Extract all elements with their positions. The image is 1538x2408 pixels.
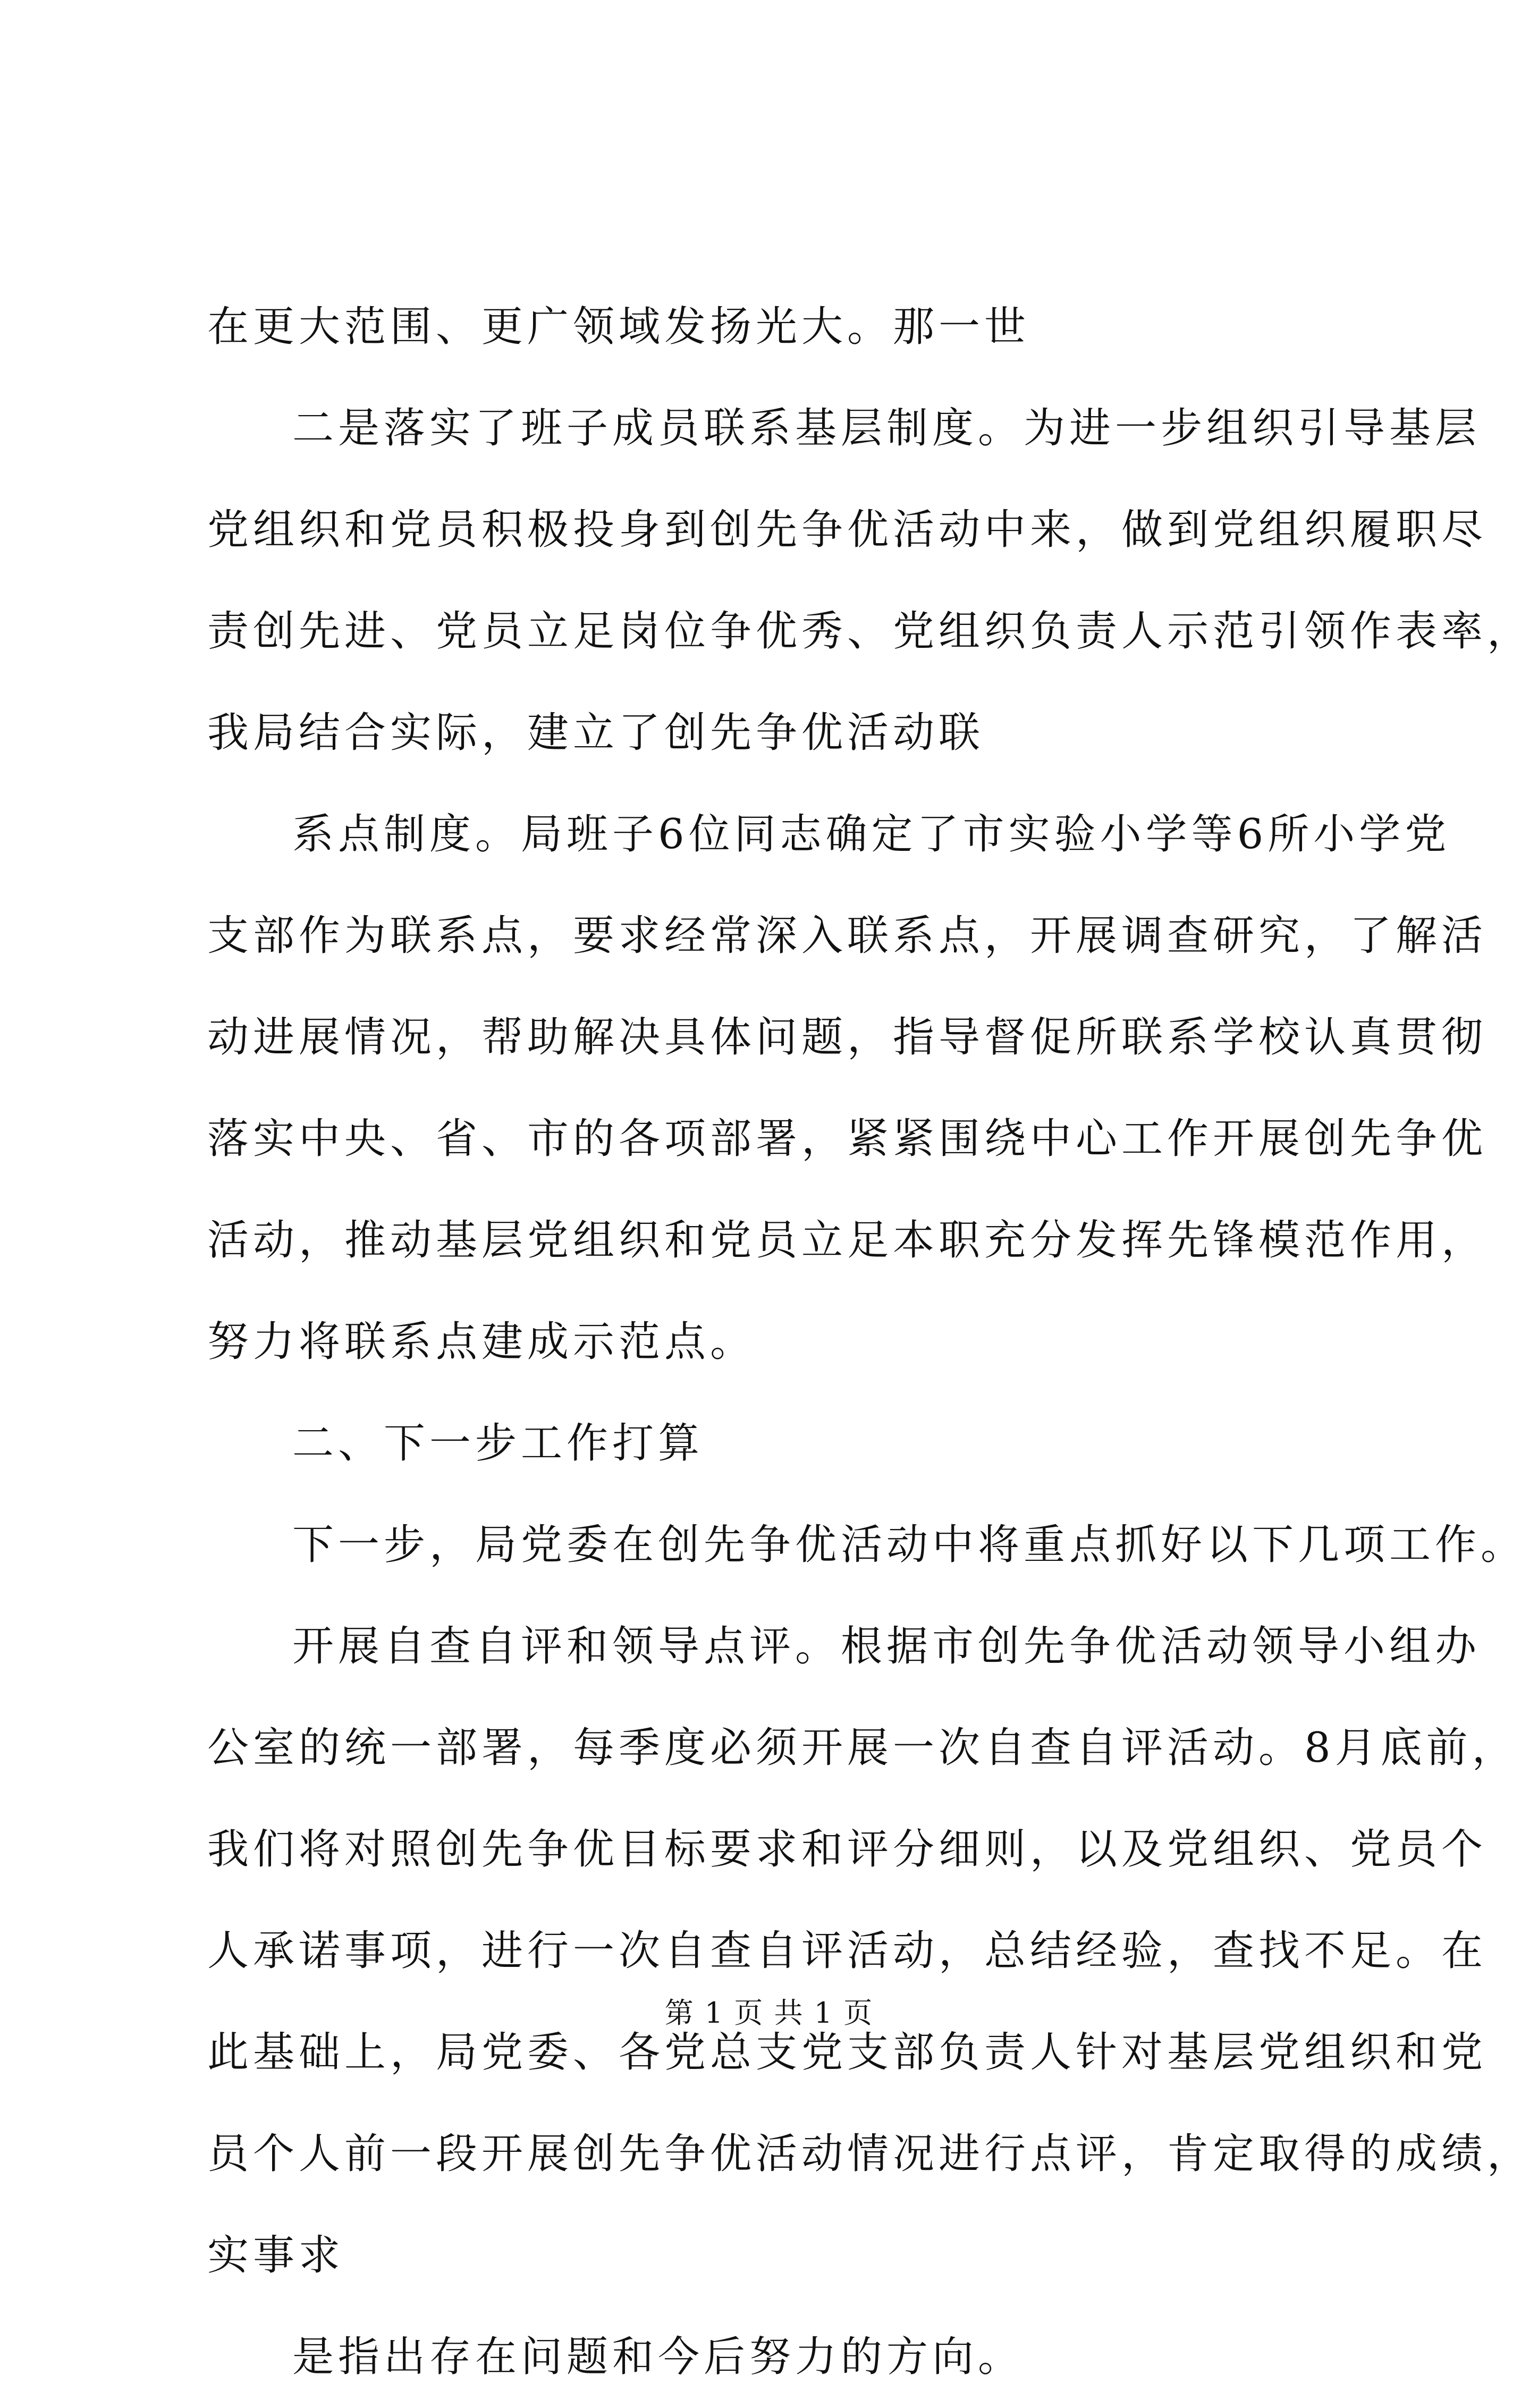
page-footer: 第 1 页 共 1 页 xyxy=(664,1996,874,2030)
text-line: 公室的统一部署，每季度必须开展一次自查自评活动。8月底前， xyxy=(207,1724,1518,1772)
text-line: 开展自查自评和领导点评。根据市创先争优活动领导小组办 xyxy=(292,1623,1481,1670)
text-line: 动进展情况，帮助解决具体问题，指导督促所联系学校认真贯彻 xyxy=(207,1013,1488,1061)
text-line: 实事求 xyxy=(207,2232,345,2279)
text-line: 下一步，局党委在创先争优活动中将重点抓好以下几项工作。 xyxy=(292,1521,1527,1569)
body-text xyxy=(207,276,1533,2408)
text-line: 党组织和党员积极投身到创先争优活动中来，做到党组织履职尽 xyxy=(207,506,1488,554)
text-line: 支部作为联系点，要求经常深入联系点，开展调查研究，了解活 xyxy=(207,912,1488,960)
text-line: 我们将对照创先争优目标要求和评分细则，以及党组织、党员个 xyxy=(207,1826,1488,1873)
section-heading: 二、下一步工作打算 xyxy=(292,1420,704,1467)
text-line: 落实中央、省、市的各项部署，紧紧围绕中心工作开展创先争优 xyxy=(207,1115,1488,1163)
text-line: 活动，推动基层党组织和党员立足本职充分发挥先锋模范作用， xyxy=(207,1216,1488,1264)
text-line: 此基础上，局党委、各党总支党支部负责人针对基层党组织和党 xyxy=(207,2029,1488,2076)
text-line: 二是落实了班子成员联系基层制度。为进一步组织引导基层 xyxy=(292,404,1481,452)
text-line: 努力将联系点建成示范点。 xyxy=(207,1318,756,1366)
text-line: 人承诺事项，进行一次自查自评活动，总结经验，查找不足。在 xyxy=(207,1927,1488,1975)
text-line: 是指出存在问题和今后努力的方向。 xyxy=(292,2333,1024,2381)
text-line: 在更大范围、更广领域发扬光大。那一世 xyxy=(207,303,1030,351)
text-line: 我局结合实际，建立了创先争优活动联 xyxy=(207,709,985,757)
text-line: 责创先进、党员立足岗位争优秀、党组织负责人示范引领作表率， xyxy=(207,607,1533,655)
text-line: 员个人前一段开展创先争优活动情况进行点评，肯定取得的成绩， xyxy=(207,2130,1533,2178)
text-line: 系点制度。局班子6位同志确定了市实验小学等6所小学党 xyxy=(292,810,1451,858)
